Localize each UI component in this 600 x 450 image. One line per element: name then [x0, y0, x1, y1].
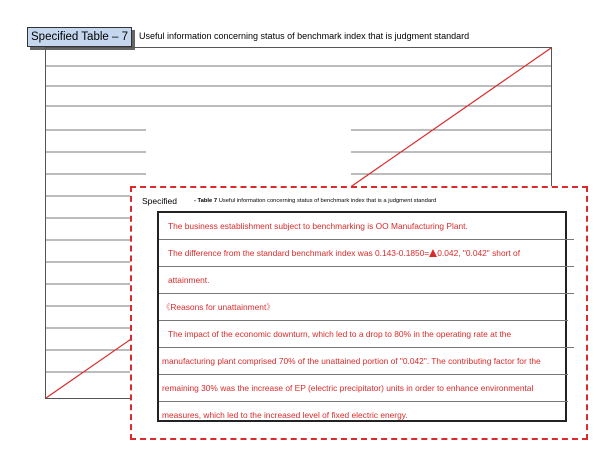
- table-row: [159, 213, 574, 240]
- row-text: 0.042, "0.042" short of: [437, 248, 521, 258]
- row-text: 《Reasons for unattainment》: [162, 302, 275, 312]
- overlay-caption: [194, 198, 436, 204]
- table-row: [159, 240, 574, 267]
- table-row: [159, 267, 574, 294]
- table-row: [159, 402, 568, 428]
- table-row: [159, 375, 568, 402]
- row-text: The difference from the standard benchmark index was 0.143-0.1850=: [168, 248, 430, 258]
- row-text: remaining 30% was the increase of EP (electric precipitator) units in order to enhance environmental: [162, 383, 534, 393]
- overlay-table-label: - Table 7: [194, 198, 218, 204]
- content-table: [157, 211, 567, 422]
- row-text: manufacturing plant comprised 70% of the unattained portion of "0.042". The contributing factor for the: [162, 356, 541, 366]
- row-text: The impact of the economic downturn, which led to a drop to 80% in the operating rate at the: [168, 329, 512, 339]
- row-text: The business establishment subject to benchmarking is OO Manufacturing Plant.: [168, 221, 468, 231]
- specified-overlay-panel: [130, 186, 588, 440]
- table-row: [159, 348, 568, 375]
- form-caption: Useful information concerning status of benchmark index that is judgment standard: [139, 31, 470, 41]
- row-text: attainment.: [168, 275, 210, 285]
- table-row: [159, 321, 574, 348]
- overlay-caption-text: Useful information concerning status of benchmark index that is a judgment standard: [218, 198, 437, 204]
- row-text: measures, which led to the increased level of fixed electric energy.: [162, 410, 408, 420]
- overlay-specified-label: Specified: [142, 196, 177, 206]
- specified-table-tag: Specified Table – 7: [27, 27, 132, 47]
- table-row: [159, 294, 568, 321]
